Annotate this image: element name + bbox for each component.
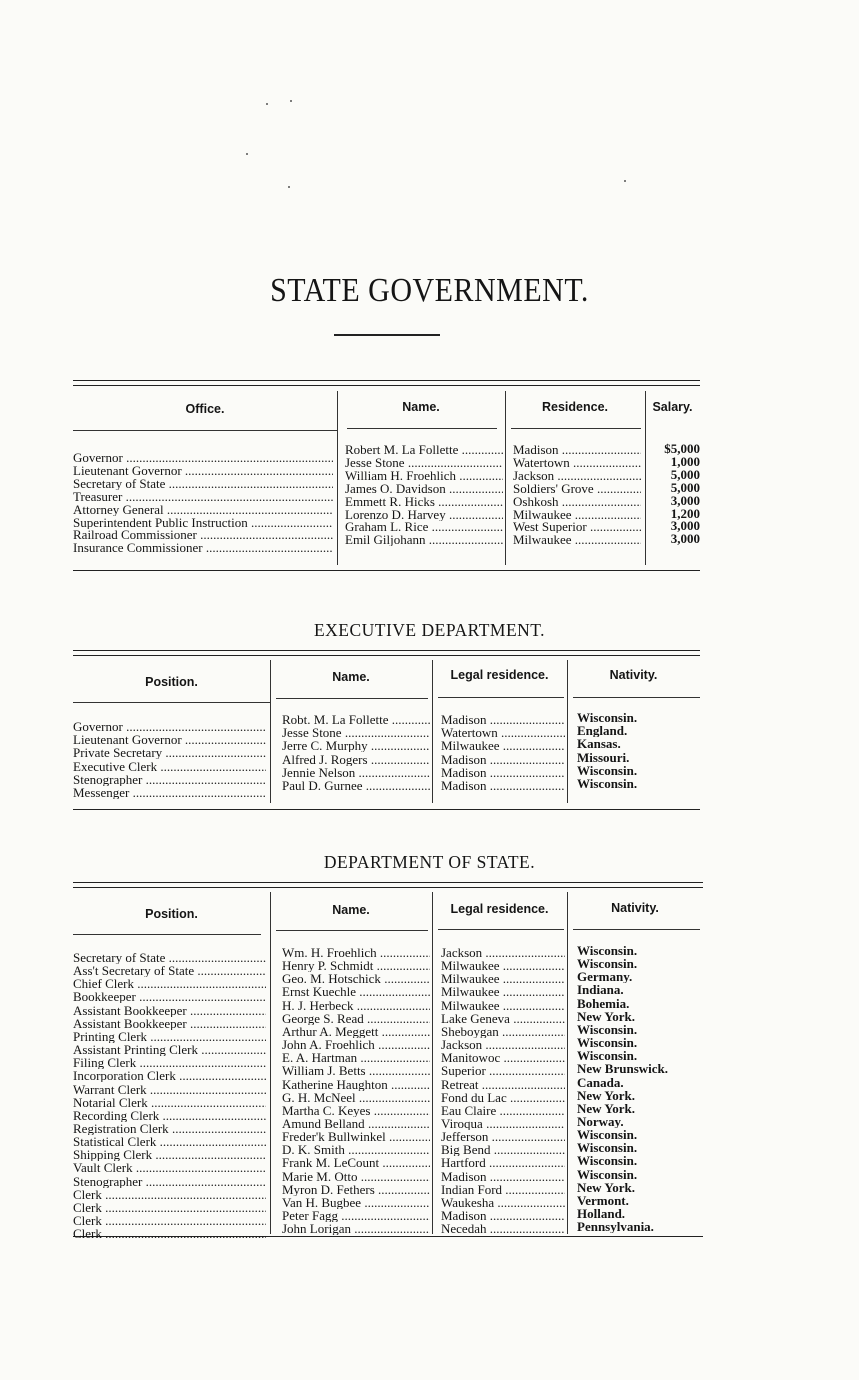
column-divider [645,391,646,565]
title-divider [334,334,440,336]
table-cell-name: E. A. Hartman ..... [282,1051,430,1064]
table-cell-nativity: Kansas. [577,737,621,751]
table-cell-position: Clerk ..... [73,1201,266,1214]
section-title-department-of-state: DEPARTMENT OF STATE. [323,852,536,872]
table-cell-name: Freder'k Bullwinkel ..... [282,1130,430,1143]
table-bottom-rule [73,809,700,810]
table-cell-position: Registration Clerk ..... [73,1122,266,1135]
table-cell-name: Amund Belland ..... [282,1117,430,1130]
table-cell-position: Executive Clerk ..... [73,760,266,773]
table-cell-residence: West Superior ..... [513,520,641,533]
scan-speck [290,100,292,102]
header-underline [511,428,641,429]
table-cell-nativity: Vermont. [577,1193,629,1207]
column-divider [270,892,271,1234]
column-divider [505,391,506,565]
table-cell-office: Secretary of State ..... [73,477,333,490]
table-cell-residence: Madison ..... [441,1209,565,1222]
table-cell-name: Jerre C. Murphy ..... [282,739,430,752]
table-cell-nativity: New York. [577,1101,636,1115]
table-cell-residence: Madison ..... [441,753,565,766]
column-header-nativity: Nativity. [611,901,659,915]
table-cell-position: Stenographer ..... [73,773,266,786]
table-cell-salary: 5,000 [670,467,700,481]
table-cell-position: Chief Clerk ..... [73,977,266,990]
table-cell-name: Peter Fagg ..... [282,1209,430,1222]
executive-department-table [73,650,700,815]
table-cell-name: Katherine Haughton ..... [282,1078,430,1091]
table-cell-residence: Eau Claire ..... [441,1104,565,1117]
table-cell-position: Shipping Clerk ..... [73,1148,266,1161]
table-cell-salary: 3,000 [670,519,700,533]
table-cell-position: Clerk ..... [73,1227,266,1240]
scan-speck [266,103,268,105]
table-cell-nativity: New York. [577,1088,636,1102]
column-divider [337,391,338,565]
department-of-state-table [73,882,703,1242]
column-header-name: Name. [332,670,370,684]
header-underline [73,430,337,431]
table-cell-name: Henry P. Schmidt ..... [282,959,430,972]
table-cell-name: G. H. McNeel ..... [282,1091,430,1104]
column-header-residence: Residence. [541,400,608,414]
table-cell-position: Lieutenant Governor ..... [73,733,266,746]
table-cell-office: Governor ..... [73,451,333,464]
table-cell-residence: Milwaukee ..... [441,959,565,972]
table-cell-position: Ass't Secretary of State ..... [73,964,266,977]
table-cell-position: Clerk ..... [73,1214,266,1227]
header-underline [573,929,700,930]
table-cell-name: Myron D. Fethers ..... [282,1183,430,1196]
table-cell-residence: Jackson ..... [441,946,565,959]
table-cell-name: Robt. M. La Follette ..... [282,713,430,726]
table-cell-residence: Madison ..... [441,766,565,779]
table-cell-residence: Oshkosh ..... [513,495,641,508]
table-cell-residence: Retreat ..... [441,1078,565,1091]
table-cell-office: Superintendent Public Instruction ..... [73,516,333,529]
table-cell-residence: Madison ..... [441,713,565,726]
table-cell-name: John Lorigan ..... [282,1222,430,1235]
table-cell-nativity: Wisconsin. [577,1154,638,1168]
scan-speck [624,180,626,182]
table-cell-position: Messenger ..... [73,786,266,799]
table-cell-residence: Necedah ..... [441,1222,565,1235]
column-header-office: Office. [185,402,225,416]
table-cell-residence: Milwaukee ..... [441,999,565,1012]
table-cell-residence: Hartford ..... [441,1156,565,1169]
table-cell-salary: $5,000 [664,442,700,455]
table-cell-name: James O. Davidson ..... [345,482,503,495]
column-header-legal-residence: Legal residence. [450,668,549,682]
table-cell-nativity: Wisconsin. [577,1167,638,1181]
table-cell-position: Assistant Bookkeeper ..... [73,1017,266,1030]
table-cell-nativity: Bohemia. [577,996,630,1010]
column-header-name: Name. [402,400,440,414]
table-cell-name: Jesse Stone ..... [282,726,430,739]
table-cell-name: Geo. M. Hotschick ..... [282,972,430,985]
table-cell-residence: Jefferson ..... [441,1130,565,1143]
table-cell-residence: Lake Geneva ..... [441,1012,565,1025]
table-cell-nativity: Holland. [577,1207,626,1220]
table-cell-position: Private Secretary ..... [73,746,266,759]
state-government-table [73,380,700,575]
table-top-rule [73,655,700,656]
table-cell-name: Jennie Nelson ..... [282,766,430,779]
table-cell-residence: Milwaukee ..... [441,985,565,998]
table-bottom-rule [73,570,700,571]
table-cell-salary: 1,000 [670,454,700,468]
table-cell-position: Recording Clerk ..... [73,1109,266,1122]
table-cell-name: William J. Betts ..... [282,1064,430,1077]
table-cell-nativity: Norway. [577,1114,624,1128]
table-cell-name: Paul D. Gurnee ..... [282,779,430,792]
table-cell-name: Robert M. La Follette ..... [345,443,503,456]
table-cell-residence: Milwaukee ..... [441,972,565,985]
table-cell-office: Lieutenant Governor ..... [73,464,333,477]
table-cell-name: Marie M. Otto ..... [282,1170,430,1183]
table-cell-name: Graham L. Rice ..... [345,520,503,533]
table-cell-name: D. K. Smith ..... [282,1143,430,1156]
table-cell-salary: 1,200 [670,506,700,520]
table-cell-position: Stenographer ..... [73,1175,266,1188]
table-cell-nativity: New Brunswick. [577,1062,669,1076]
table-cell-nativity: Wisconsin. [577,763,638,777]
table-cell-name: Ernst Kuechle ..... [282,985,430,998]
header-underline [573,697,700,698]
table-cell-position: Printing Clerk ..... [73,1030,266,1043]
table-cell-salary: 3,000 [670,532,700,546]
table-cell-nativity: Wisconsin. [577,711,638,724]
table-cell-office: Railroad Commissioner ..... [73,528,333,541]
table-cell-position: Assistant Printing Clerk ..... [73,1043,266,1056]
table-cell-residence: Madison ..... [513,443,641,456]
table-cell-nativity: New York. [577,1180,636,1194]
table-top-rule [73,887,703,888]
table-cell-name: Jesse Stone ..... [345,456,503,469]
table-cell-nativity: Wisconsin. [577,1022,638,1036]
table-cell-residence: Indian Ford ..... [441,1183,565,1196]
table-cell-nativity: Wisconsin. [577,944,638,957]
table-cell-position: Notarial Clerk ..... [73,1096,266,1109]
header-underline [73,702,270,703]
table-cell-name: Lorenzo D. Harvey ..... [345,508,503,521]
table-cell-position: Bookkeeper ..... [73,990,266,1003]
table-cell-name: Martha C. Keyes ..... [282,1104,430,1117]
table-top-rule [73,385,700,386]
table-cell-name: H. J. Herbeck ..... [282,999,430,1012]
column-divider [567,892,568,1234]
table-cell-name: Alfred J. Rogers ..... [282,753,430,766]
table-cell-salary: 3,000 [670,493,700,507]
table-cell-nativity: Wisconsin. [577,957,638,971]
table-cell-nativity: Germany. [577,970,633,984]
table-cell-nativity: Indiana. [577,983,624,997]
table-cell-residence: Madison ..... [441,1170,565,1183]
header-underline [438,697,564,698]
header-underline [73,934,261,935]
table-cell-residence: Sheboygan ..... [441,1025,565,1038]
column-divider [432,892,433,1234]
column-header-name: Name. [332,903,370,917]
table-cell-position: Statistical Clerk ..... [73,1135,266,1148]
table-cell-residence: Big Bend ..... [441,1143,565,1156]
table-cell-name: George S. Read ..... [282,1012,430,1025]
section-title-executive: EXECUTIVE DEPARTMENT. [313,620,546,640]
table-cell-name: Emil Giljohann ..... [345,533,503,546]
scan-speck [246,153,248,155]
table-cell-name: Wm. H. Froehlich ..... [282,946,430,959]
page-title: STATE GOVERNMENT. [270,272,589,309]
table-cell-residence: Waukesha ..... [441,1196,565,1209]
table-top-rule [73,650,700,651]
header-underline [276,930,428,931]
table-cell-name: Frank M. LeCount ..... [282,1156,430,1169]
table-cell-nativity: Wisconsin. [577,1049,638,1063]
table-cell-residence: Watertown ..... [441,726,565,739]
column-header-legal-residence: Legal residence. [450,902,549,916]
table-cell-residence: Superior ..... [441,1064,565,1077]
table-cell-position: Secretary of State ..... [73,951,266,964]
table-cell-nativity: Wisconsin. [577,1036,638,1050]
table-cell-position: Warrant Clerk ..... [73,1083,266,1096]
table-cell-position: Vault Clerk ..... [73,1161,266,1174]
table-cell-residence: Manitowoc ..... [441,1051,565,1064]
table-cell-residence: Milwaukee ..... [513,533,641,546]
table-cell-position: Incorporation Clerk ..... [73,1069,266,1082]
table-cell-residence: Viroqua ..... [441,1117,565,1130]
table-cell-office: Insurance Commissioner ..... [73,541,333,554]
scan-speck [288,186,290,188]
table-cell-salary: 5,000 [670,480,700,494]
table-cell-name: William H. Froehlich ..... [345,469,503,482]
table-cell-residence: Madison ..... [441,779,565,792]
table-cell-nativity: New York. [577,1009,636,1023]
table-cell-residence: Milwaukee ..... [441,739,565,752]
column-header-position: Position. [145,907,198,921]
table-cell-residence: Jackson ..... [513,469,641,482]
table-cell-nativity: Missouri. [577,750,630,764]
table-cell-nativity: Wisconsin. [577,1141,638,1155]
table-cell-office: Treasurer ..... [73,490,333,503]
column-header-nativity: Nativity. [609,668,658,682]
table-cell-residence: Watertown ..... [513,456,641,469]
table-cell-nativity: Wisconsin. [577,777,638,790]
table-cell-nativity: Pennsylvania. [577,1220,654,1234]
table-cell-nativity: Wisconsin. [577,1128,638,1142]
table-cell-office: Attorney General ..... [73,503,333,516]
table-cell-position: Assistant Bookkeeper ..... [73,1004,266,1017]
header-underline [347,428,497,429]
table-cell-name: Arthur A. Meggett ..... [282,1025,430,1038]
table-cell-residence: Jackson ..... [441,1038,565,1051]
table-top-rule [73,380,700,381]
table-cell-residence: Soldiers' Grove ..... [513,482,641,495]
table-cell-position: Governor ..... [73,720,266,733]
table-cell-residence: Milwaukee ..... [513,508,641,521]
header-underline [438,929,564,930]
header-underline [276,698,428,699]
table-top-rule [73,882,703,883]
table-cell-name: Van H. Bugbee ..... [282,1196,430,1209]
table-cell-position: Filing Clerk ..... [73,1056,266,1069]
table-cell-nativity: England. [577,724,628,738]
table-cell-position: Clerk ..... [73,1188,266,1201]
table-cell-nativity: Canada. [577,1075,624,1089]
table-cell-residence: Fond du Lac ..... [441,1091,565,1104]
table-cell-name: Emmett R. Hicks ..... [345,495,503,508]
column-header-position: Position. [145,675,198,689]
table-cell-name: John A. Froehlich ..... [282,1038,430,1051]
column-header-salary: Salary. [652,400,693,414]
